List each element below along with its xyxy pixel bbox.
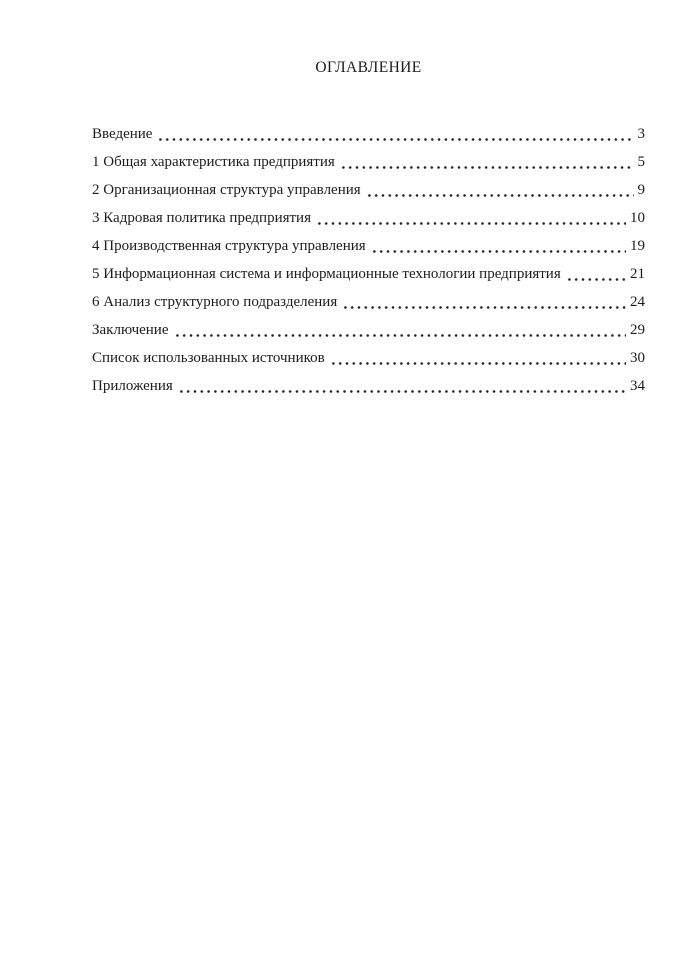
toc-entry-page-number: 10: [630, 210, 645, 226]
toc-leader-dots: [371, 232, 626, 260]
toc-entry-page-number: 21: [630, 266, 645, 282]
toc-entry[interactable]: [92, 148, 645, 176]
toc-entry-page-number: 5: [637, 154, 645, 170]
toc-entry-page-number: 19: [630, 238, 645, 254]
toc-leader-dots: [316, 204, 626, 232]
toc-entry-label: Заключение: [92, 322, 169, 338]
table-of-contents: [92, 120, 645, 400]
toc-entry[interactable]: [92, 120, 645, 148]
toc-entry-page-number: 34: [630, 378, 645, 394]
toc-entry-page-number: 24: [630, 294, 645, 310]
toc-leader-dots: [174, 316, 627, 344]
toc-entry-page-number: 9: [637, 182, 645, 198]
toc-leader-dots: [566, 260, 626, 288]
toc-entry-page-number: 3: [637, 126, 645, 142]
page-title: ОГЛАВЛЕНИЕ: [315, 59, 422, 76]
toc-entry-label: Введение: [92, 126, 153, 142]
toc-entry[interactable]: [92, 372, 645, 400]
toc-entry-label: 1 Общая характеристика предприятия: [92, 154, 335, 170]
toc-entry[interactable]: [92, 232, 645, 260]
toc-entry[interactable]: [92, 288, 645, 316]
toc-entry-label: 6 Анализ структурного подразделения: [92, 294, 338, 310]
toc-entry-label: 5 Информационная система и информационные технологии предприятия: [92, 266, 561, 282]
toc-entry-label: 4 Производственная структура управления: [92, 238, 366, 254]
toc-entry[interactable]: [92, 344, 645, 372]
toc-entry[interactable]: [92, 204, 645, 232]
toc-entry-label: 3 Кадровая политика предприятия: [92, 210, 311, 226]
toc-entry-label: Список использованных источников: [92, 350, 325, 366]
toc-entry[interactable]: [92, 176, 645, 204]
toc-leader-dots: [178, 372, 626, 400]
toc-leader-dots: [340, 148, 634, 176]
toc-entry-page-number: 29: [630, 322, 645, 338]
toc-leader-dots: [157, 120, 633, 148]
toc-entry-label: Приложения: [92, 378, 173, 394]
toc-leader-dots: [330, 344, 626, 372]
toc-entry-page-number: 30: [630, 350, 645, 366]
toc-leader-dots: [366, 176, 634, 204]
toc-entry[interactable]: [92, 316, 645, 344]
toc-entry-label: 2 Организационная структура управления: [92, 182, 361, 198]
toc-entry[interactable]: [92, 260, 645, 288]
toc-leader-dots: [342, 288, 626, 316]
